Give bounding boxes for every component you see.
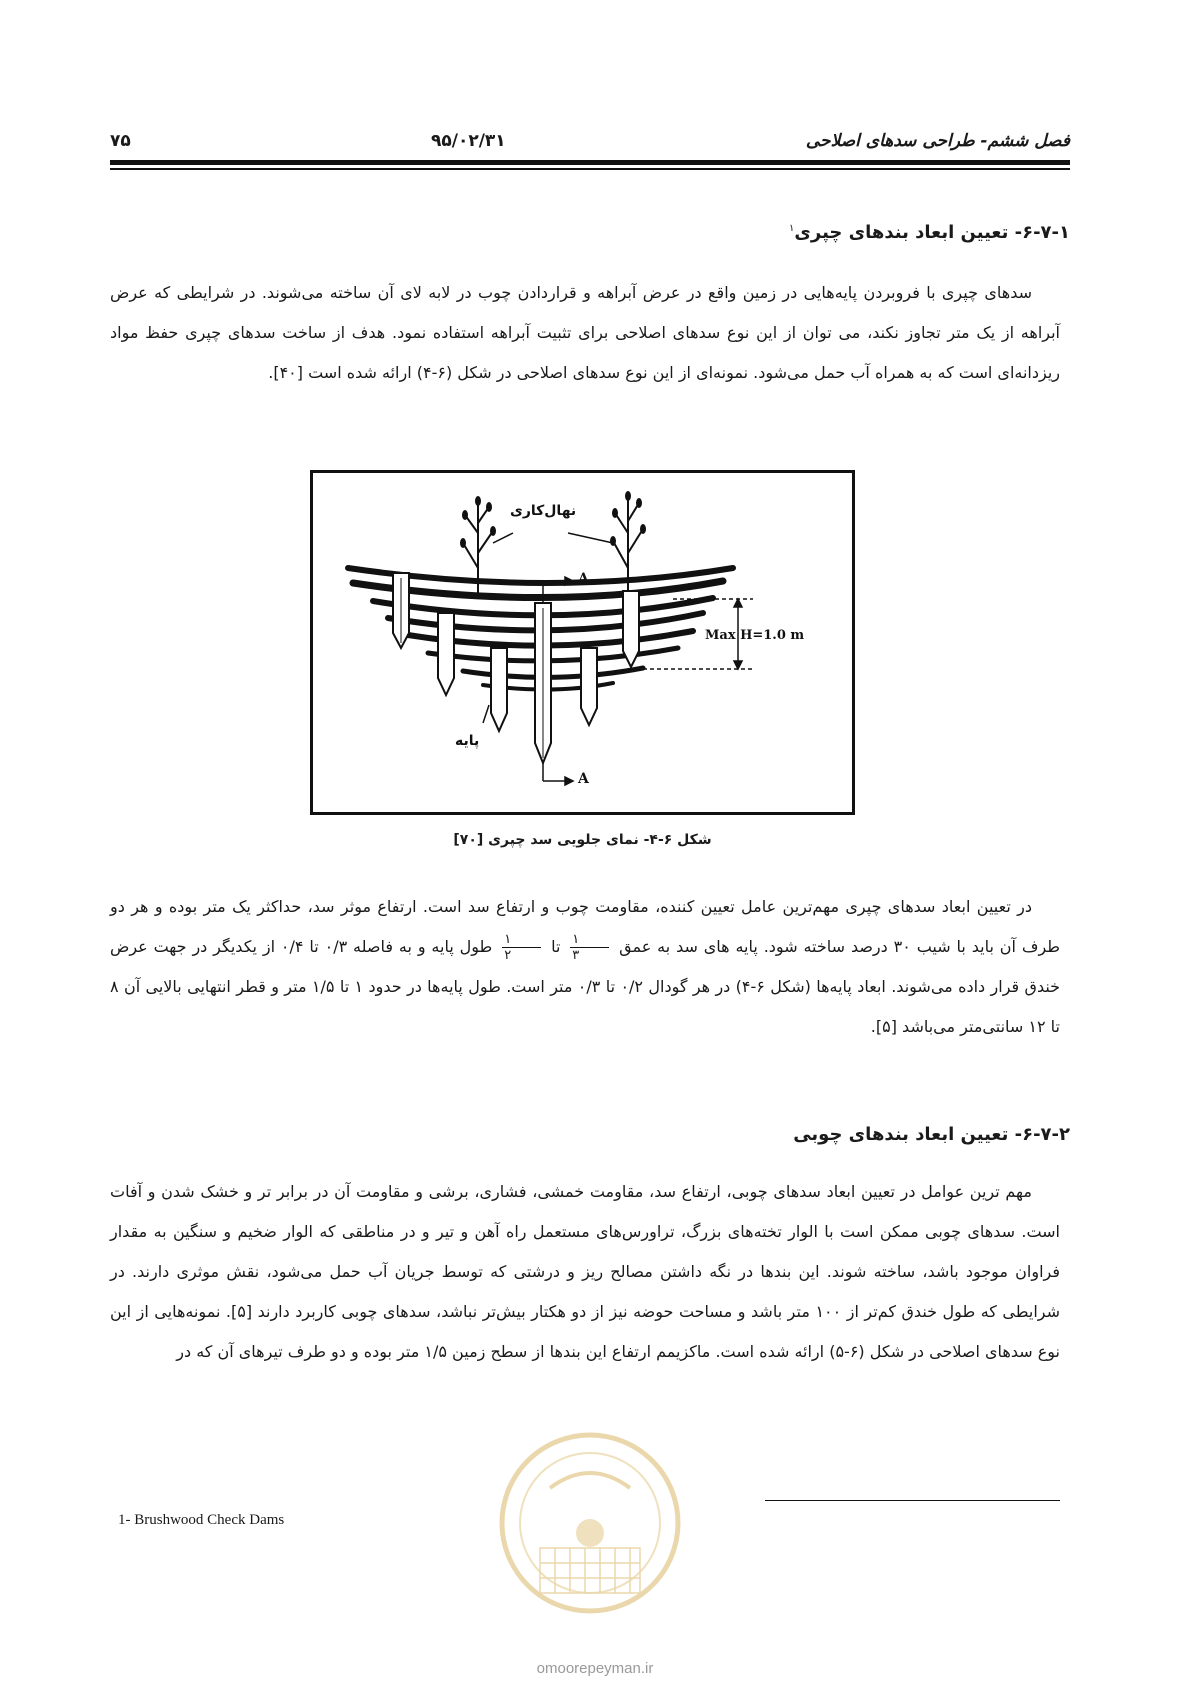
label-planting: نهال‌کاری (510, 503, 577, 519)
paragraph-3-text: مهم ترین عوامل در تعیین ابعاد سدهای چوبی، ارتفاع سد، مقاومت خمشی، فشاری، برشی و مقاومت آن در برابر تر و خشک شدن و آفات است. سدهای چوبی ممکن است با الوار تخته‌های بزرگ، تراورس‌های مستعمل راه آهن و تیر و در مناطقی که الوار ضخیم و سنگین به مقدار فراوان موجود باشد، ساخته شوند. این بندها در نگه داشتن مصالح ریز و درشتی که توسط جریان آب حمل می‌شود، نقش موثری دارند. در شرایطی که طول خندق کم‌تر از ۱۰۰ متر باشد و مساحت حوضه نیز از دو هکتار بیش‌تر نباشد، سدهای چوبی کاربرد دارند [۵]. نمونه‌هایی از این نوع سدهای اصلاحی در شکل (۶-۵) ارائه شده است. ماکزیمم ارتفاع این بندها از سطح زمین ۱/۵ متر بوده و دو طرف تیرهای آن که در (110, 1182, 1061, 1361)
header-rule-thick (110, 160, 1070, 165)
paragraph-2-part-1: در تعیین ابعاد سدهای چپری مهم‌ترین عامل تعیین کننده، مقاومت چوب و ارتفاع سد است. ارتفاع موثر سد، حداکثر یک متر بوده و هر دو طرف آن باید با شیب ۳۰ درصد ساخته شود. پایه های سد به عمق (110, 897, 1061, 956)
paragraph-2-part-2: طول پایه و به فاصله ۰/۳ تا ۰/۴ از یکدیگر در جهت عرض خندق قرار داده می‌شوند. ابعاد پایه‌ها (شکل ۶-۴) در هر گودال ۰/۲ تا ۰/۳ متر است. طول پایه‌ها در حدود ۱ تا ۱/۵ متر و قطر انتهایی بالایی آن ۸ تا ۱۲ سانتی‌متر می‌باشد [۵]. (110, 937, 1061, 1036)
frac1-den: ۳ (572, 948, 580, 963)
paragraph-2-text (110, 887, 1060, 1047)
footnote: 1- Brushwood Check Dams (118, 1512, 285, 1528)
chapter-title: فصل ششم- طراحی سدهای اصلاحی (805, 131, 1070, 151)
figure-caption: شکل ۶-۴- نمای جلویی سد چپری [۷۰] (453, 832, 712, 848)
page-number: ۷۵ (110, 131, 131, 151)
header-rule-thin (110, 168, 1070, 170)
posts (393, 573, 639, 763)
watermark-text: omoorepeyman.ir (536, 1660, 654, 1677)
frac2-den: ۲ (504, 948, 512, 963)
label-section-a-top: A (578, 571, 589, 587)
fraction-separator: تا (551, 937, 561, 956)
frac1-num: ۱ (570, 932, 609, 948)
section-heading-2: ۶-۷-۲- تعیین ابعاد بندهای چوبی (793, 1124, 1070, 1145)
label-section-a-bottom: A (578, 771, 589, 787)
page-header (110, 128, 1070, 154)
fraction-one-half (502, 932, 541, 963)
watermark-logo (480, 1428, 700, 1628)
post-details (401, 578, 543, 758)
section-marker-bottom (543, 763, 573, 785)
label-max-height: Max H=1.0 m (705, 628, 805, 643)
paragraph-2 (110, 887, 1060, 1047)
footnote-mark: ۱ (789, 223, 795, 234)
paragraph-1-text: سدهای چپری با فروبردن پایه‌هایی در زمین واقع در عرض آبراهه و قراردادن چوب در لابه لای آن ساخته می‌شوند. در شرایطی که عرض آبراهه از یک متر تجاوز نکند، می توان از این نوع سدهای اصلاحی برای تثبیت آبراهه استفاده نمود. هدف از ساخت سدهای چپری حفظ مواد ریزدانه‌ای است که به همراه آب حمل می‌شود. نمونه‌ای از این نوع سدهای اصلاحی در شکل (۶-۴) ارائه شده است [۴۰]. (110, 283, 1060, 382)
footnote-rule (765, 1500, 1060, 1501)
figure-brushwood-dam (310, 470, 855, 815)
fraction-one-third (570, 932, 609, 963)
section-heading-1 (789, 222, 1070, 243)
paragraph-3 (110, 1172, 1060, 1372)
frac2-num: ۱ (502, 932, 541, 948)
header-date: ۹۵/۰۲/۳۱ (430, 131, 506, 151)
section-heading-1-text: ۶-۷-۱- تعیین ابعاد بندهای چپری (794, 222, 1070, 243)
label-post: پایه (455, 733, 480, 749)
paragraph-1 (110, 273, 1060, 393)
